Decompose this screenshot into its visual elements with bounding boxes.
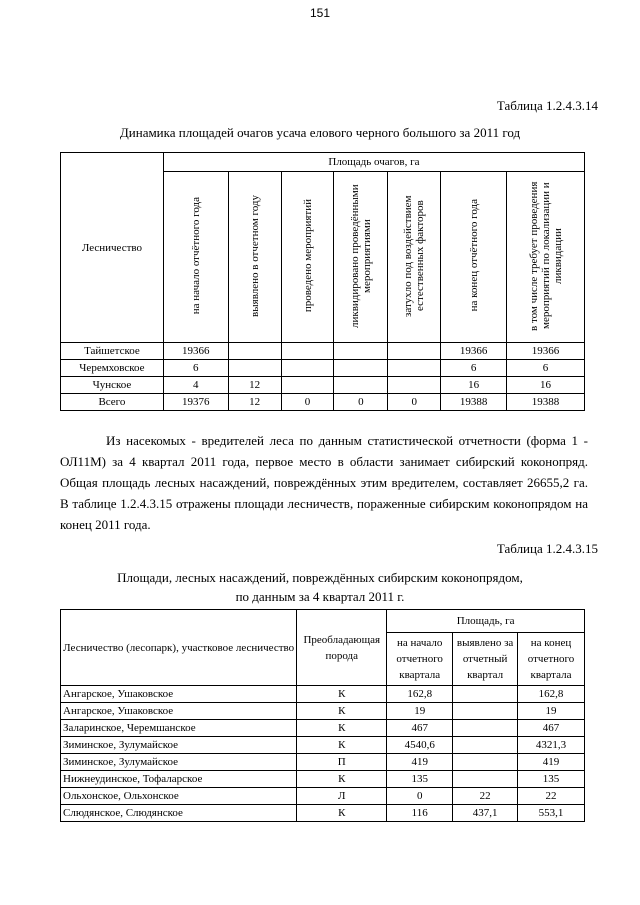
table1-col-header: ликвидировано проведёнными мероприятиями xyxy=(334,172,388,343)
table-row: Ангарское, Ушаковское К 162,8 162,8 xyxy=(61,686,585,703)
table1-col-header: проведено мероприятий xyxy=(281,172,334,343)
table1-col-header: затухло под воздействием естественных факторов xyxy=(388,172,441,343)
table1-title: Динамика площадей очагов усача елового черного большого за 2011 год xyxy=(119,125,521,140)
table2-col-forestry: Лесничество (лесопарк), участковое лесничество xyxy=(61,610,297,686)
table2-col-end: на конец отчетного квартала xyxy=(518,633,585,686)
table-row: Ольхонское, Ольхонское Л 0 22 22 xyxy=(61,788,585,805)
table1-col-header: на конец отчётного года xyxy=(441,172,507,343)
table-row: Заларинское, Черемшанское К 467 467 xyxy=(61,720,585,737)
table-row: Слюдянское, Слюдянское К 116 437,1 553,1 xyxy=(61,805,585,822)
table1-col-header: в том числе требует проведения мероприятий по локализации и ликвидации xyxy=(507,172,585,343)
table1-group-header: Площадь очагов, га xyxy=(163,153,584,172)
table2-col-start: на начало отчетного квартала xyxy=(387,633,453,686)
table1-label: Таблица 1.2.4.3.14 xyxy=(496,98,598,113)
table-row: Всего 19376 12 0 0 0 19388 19388 xyxy=(61,394,585,411)
table2-label: Таблица 1.2.4.3.15 xyxy=(496,541,598,556)
table-row: Зиминское, Зулумайское К 4540,6 4321,3 xyxy=(61,737,585,754)
table1-row-header: Лесничество xyxy=(61,153,164,343)
body-paragraph: Из насекомых - вредителей леса по данным статистической отчетности (форма 1 - ОЛ11М) за 4 квартал 2011 года, первое место в области занимает сибирский коконопряд. Общая площадь лесных насаждений, повреждённых этим вредителем, составляет 26655,2 га. В таблице 1.2.4.3.15 отражены площади лесничеств, пораженные сибирским коконопрядом на конец 2011 года. xyxy=(60,433,588,532)
page-number: 151 xyxy=(309,6,331,20)
table1-col-header: на начало отчётного года xyxy=(163,172,228,343)
table-row: Чунское 4 12 16 16 xyxy=(61,377,585,394)
table2 xyxy=(60,609,585,822)
table-row: Ангарское, Ушаковское К 19 19 xyxy=(61,703,585,720)
table-row: Зиминское, Зулумайское П 419 419 xyxy=(61,754,585,771)
table2-group-header: Площадь, га xyxy=(387,610,585,633)
table-row: Тайшетское 19366 19366 19366 xyxy=(61,343,585,360)
table2-title: Площади, лесных насаждений, повреждённых сибирским коконопрядом, по данным за 4 квартал 2011 г. xyxy=(117,570,523,604)
table2-col-found: выявлено за отчетный квартал xyxy=(453,633,518,686)
table1 xyxy=(60,152,585,411)
table-row: Черемховское 6 6 6 xyxy=(61,360,585,377)
table1-col-header: выявлено в отчетном году xyxy=(228,172,281,343)
table-row: Нижнеудинское, Тофаларское К 135 135 xyxy=(61,771,585,788)
table2-col-species: Преобладающая порода xyxy=(297,610,387,686)
